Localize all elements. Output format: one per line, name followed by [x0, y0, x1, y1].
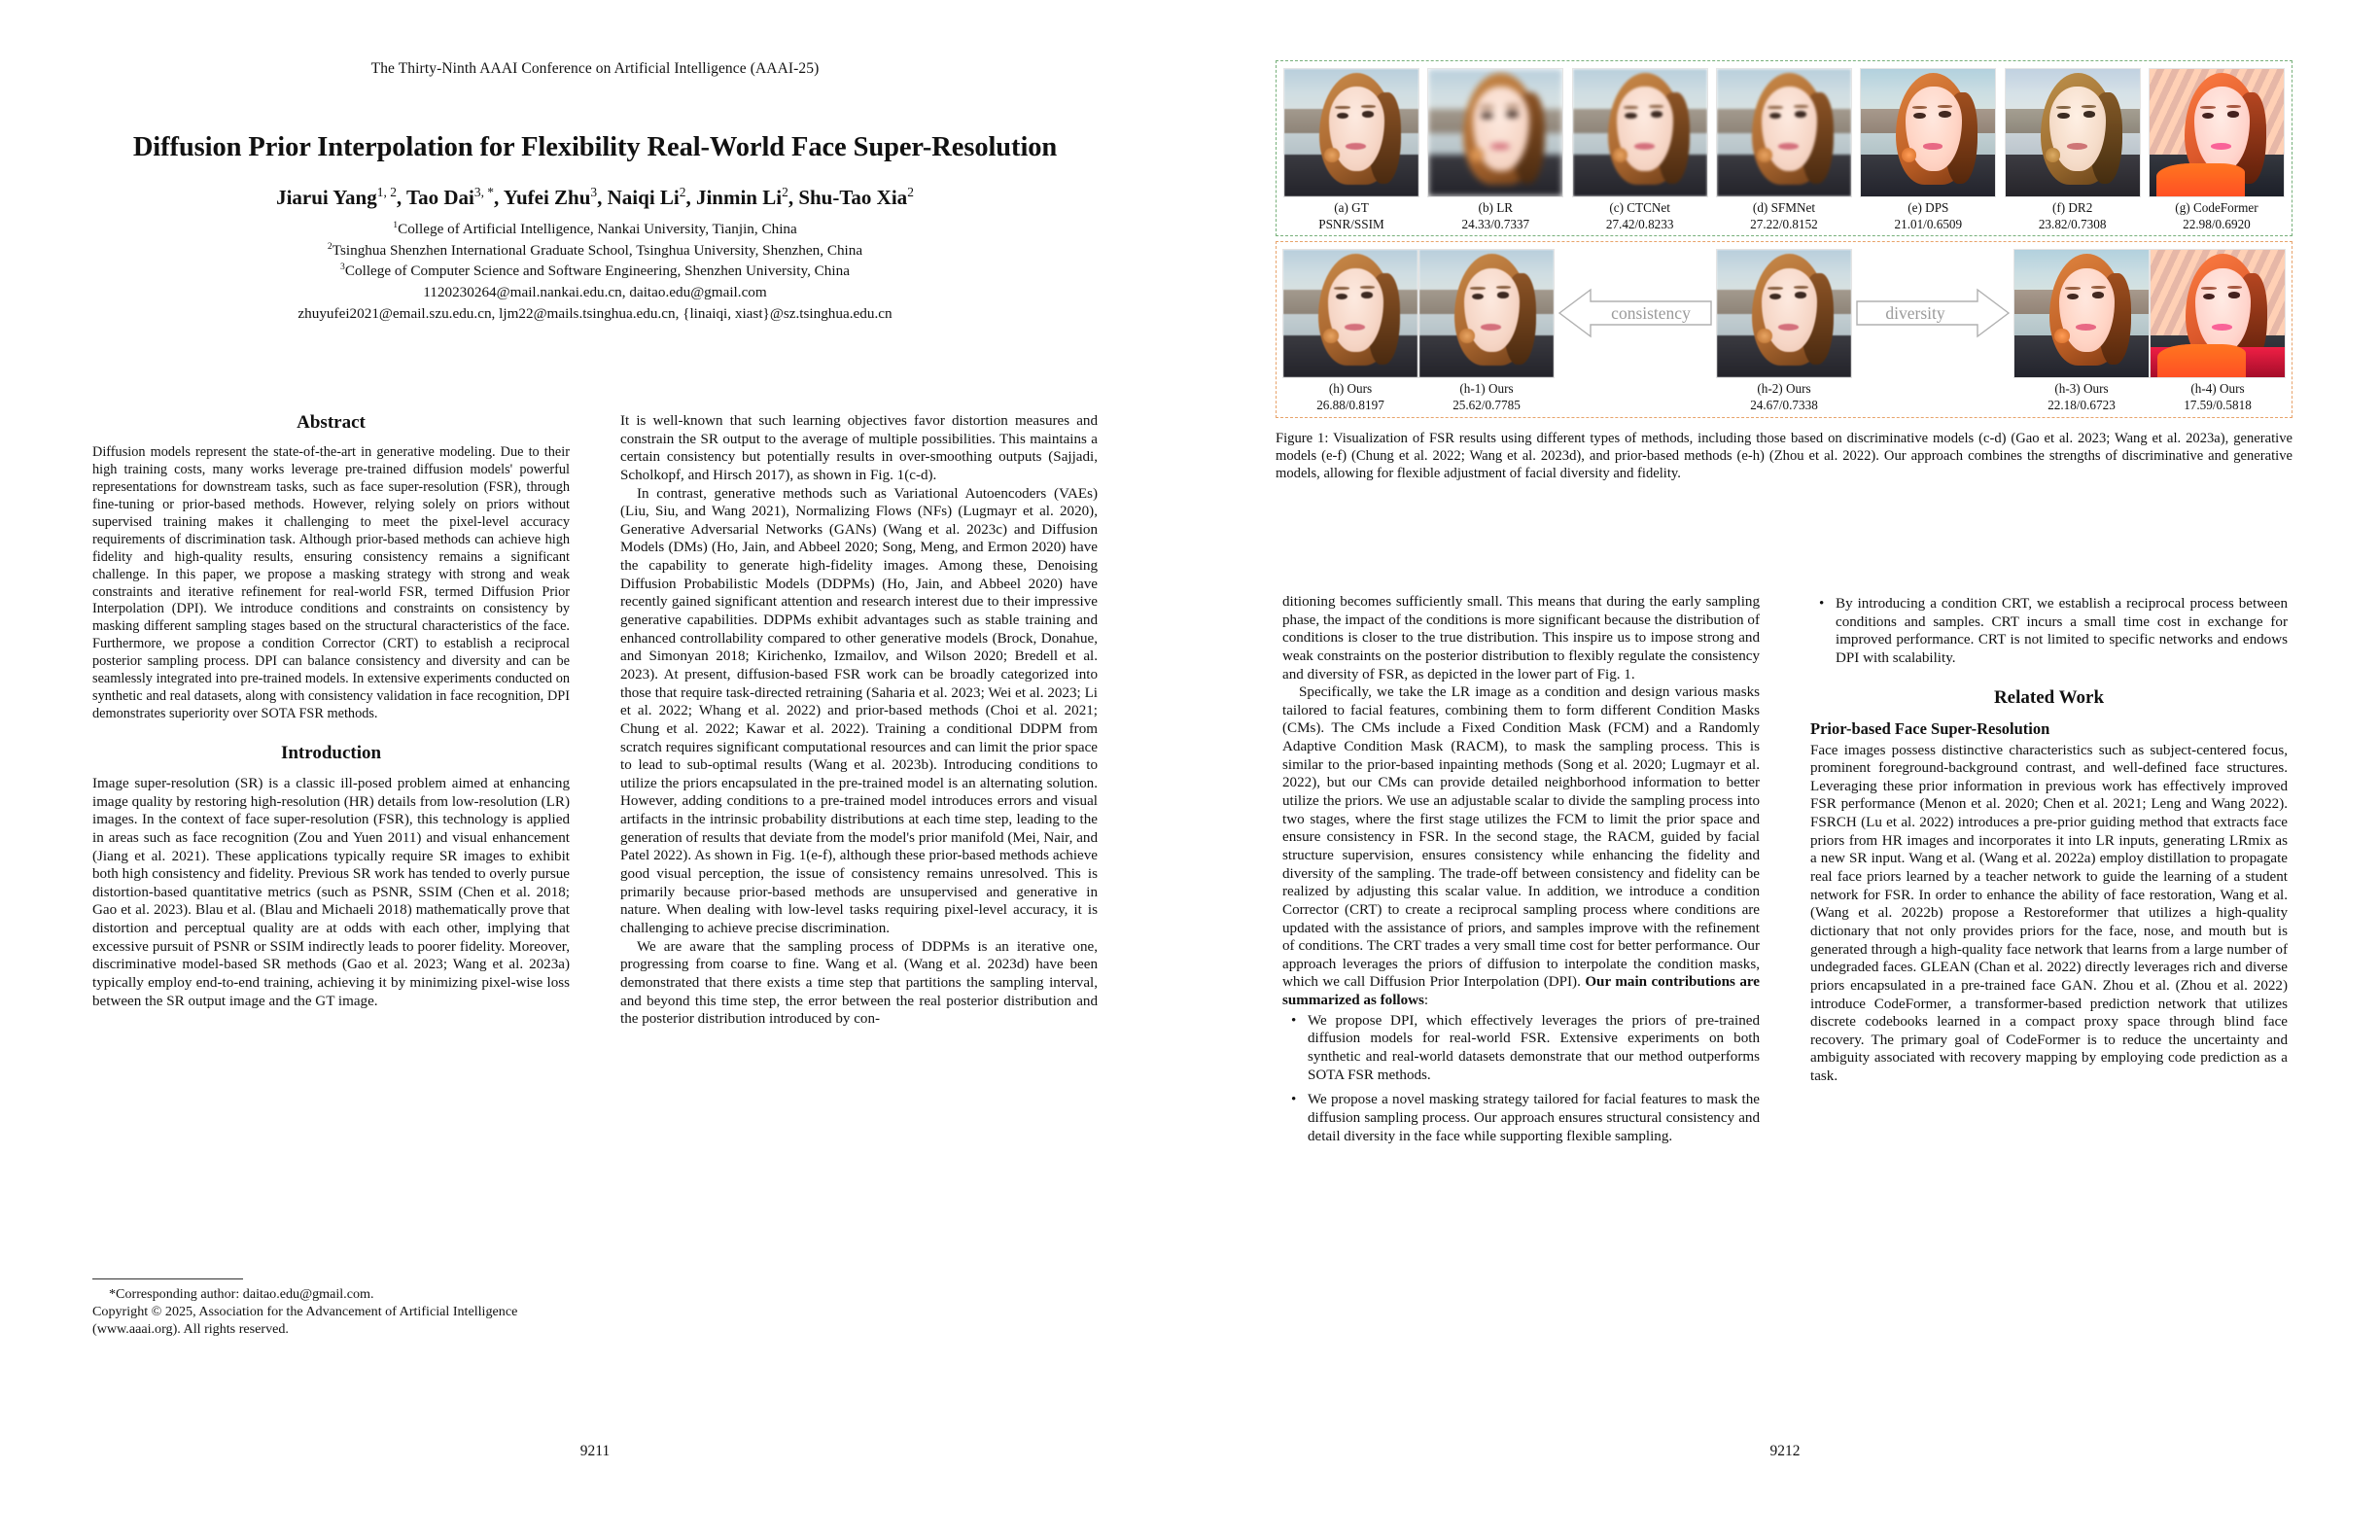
- col2-paragraph-2: In contrast, generative methods such as Variational Autoencoders (VAEs) (Liu, Siu, and Wang 2021), Normalizing Flows (NFs) (Lugmayr et al. 2020), Generative Adversarial Networks (GANs) (Wang et al. 2023c) and Diffusion Models (DMs) (Ho, Jain, and Abbeel 2020; Song, Meng, and Ermon 2020) have the capability to generate high-fidelity images. Among these, Denoising Diffusion Probabilistic Models (DDPMs) (Ho, Jain, and Abbeel 2020) have recently gained significant attention and research interest due to their impressive generative capabilities. DDPMs exhibit advantages such as stable training and enhanced controllability compared to other generative models (Brock, Donahue, and Simonyan 2018; Kirichenko, Izmailov, and Wilson 2020; Bredell et al. 2023). At present, diffusion-based FSR work can be broadly categorized into those that require task-directed retraining (Saharia et al. 2023; Wei et al. 2023; Li et al. 2022; Whang et al. 2022) and prior-based methods (Choi et al. 2021; Chung et al. 2022; Kawar et al. 2022). Training a conditional DDPM from scratch requires significant computational resources and can limit the prior space to lead to sub-optimal results (Wang et al. 2023b). Introducing conditions to utilize the priors encapsulated in the pre-trained model is an alternating solution. However, adding conditions to a pre-trained model introduces errors and visual artifacts in the intrinsic probability distributions at each time step, leading to the generation of results that deviate from the model's prior manifold (Mei, Nair, and Patel 2022). As shown in Fig. 1(e-f), although these prior-based methods achieve good visual perception, the issue of consistency remains unresolved. This is primarily because prior-based methods are unsupervised and generative in nature. When dealing with low-level tasks requiring pixel-level accuracy, it is challenging to achieve precise discrimination.: [620, 485, 1098, 936]
- page-right: [1190, 0, 2380, 1540]
- list-item: • We propose DPI, which effectively leverages the priors of pre-trained diffusion models for real-world FSR. Extensive experiments on both synthetic and real-world datasets demonstrate that our method outperforms SOTA FSR methods.: [1308, 1012, 1760, 1085]
- thumbnail-codeformer: [2149, 68, 2285, 197]
- introduction-heading: Introduction: [280, 743, 382, 763]
- footnote-copyright: Copyright © 2025, Association for the Advancement of Artificial Intelligence (www.aaai.org). All rights reserved.: [92, 1303, 518, 1337]
- thumbnail-lr: [1427, 68, 1563, 197]
- email-line-1: 1120230264@mail.nankai.edu.cn, daitao.edu@gmail.com: [423, 283, 767, 300]
- figure-panel-bottom: [1276, 241, 2292, 417]
- col2-paragraph-1: It is well-known that such learning objectives favor distortion measures and constrain the SR output to the average of multiple possibilities. This maintains a certain consistency but potentially results in over-smoothing outputs (Sajjadi, Scholkopf, and Hirsch 2017), as shown in Fig. 1(c-d).: [620, 413, 1098, 483]
- right-page-columns: [1282, 593, 2288, 1152]
- figure-cell-dr2: [2004, 68, 2142, 232]
- figure-cell-codeformer: [2148, 68, 2286, 232]
- related-work-text: Face images possess distinctive characteristics such as subject-centered focus, prominent foreground-background contrast, and well-defined face structures. Leveraging these prior information in previous work has effectively improved FSR performance (Menon et al. 2020; Chen et al. 2021; Leng and Wang 2022). FSRCH (Lu et al. 2022) introduces a pre-prior guiding method that extracts face priors from HR images and incorporates it into LR inputs, generating LRmix as a new SR input. Wang et al. (Wang et al. 2022a) employ distillation to propagate real face priors learned by a teacher network to guide the learning of a student network for FSR. In order to enhance the ability of face restoration, Wang et al. (Wang et al. 2022b) propose a Restoreformer that utilizes a high-quality dictionary that not only provides priors for the face, nose, and mouth but is generated through a high-quality face network that learns from a large number of undegraded faces. GLEAN (Chan et al. 2022) directly leverages rich and diverse priors encapsulated in a pre-trained face GAN. Zhou et al. (Zhou et al. 2022) introduce CodeFormer, a transformer-based prediction network that utilizes discrete codebooks learned in a compact proxy space through blind face recovery. The primary goal of CodeFormer is to reduce the uncertainty and ambiguity associated with recovery mapping by employing code prediction as a task.: [1810, 742, 2288, 1085]
- figure-1-caption: Figure 1: Visualization of FSR results using different types of methods, including those based on discriminative models (c-d) (Gao et al. 2023; Wang et al. 2023a), generative models (e-f) (Chung et al. 2022; Wang et al. 2023d), and prior-based methods (e-h) (Zhou et al. 2022). Our approach combines the strengths of discriminative and generative models, allowing for flexible adjustment of facial diversity and fidelity.: [1276, 430, 2292, 481]
- figure-caption-sfmnet: (d) SFMNet 27.22/0.8152: [1750, 200, 1818, 231]
- prior-based-fsr-heading: Prior-based Face Super-Resolution: [1810, 718, 2050, 738]
- thumbnail-ours: [1282, 249, 1418, 378]
- arrow-consistency: [1555, 249, 1716, 376]
- figure-top-row: [1282, 68, 2286, 232]
- footnote-block: [92, 1278, 570, 1339]
- figure-caption-ours-4: (h-4) Ours 17.59/0.5818: [2184, 381, 2252, 412]
- col2-paragraph-3: We are aware that the sampling process of DDPMs is an iterative one, progressing from coarse to fine. Wang et al. (Wang et al. 2023d) have been demonstrated that there exists a time step that partitions the sampling interval, and beyond this time step, the error between the real posterior distribution and the posterior distribution introduced by con-: [620, 938, 1098, 1028]
- figure-cell-ours-1: [1418, 249, 1555, 413]
- figure-cell-dps: [1859, 68, 1997, 232]
- affiliation-list: $^1$College of Artificial Intelligence, Nankai University, Tianjin, China $^2$Tsinghua Shenzhen International Graduate School, Tsinghua University, Shenzhen, China $^3$College of Computer Science and Software Engineering, Shenzhen University, China: [327, 220, 863, 280]
- thumbnail-ours-4: [2150, 249, 2286, 378]
- left-page-columns: [92, 412, 1098, 1029]
- figure-panel-top: [1276, 60, 2292, 236]
- figure-caption-ours-1: (h-1) Ours 25.62/0.7785: [1452, 381, 1521, 412]
- figure-cell-ctcnet: [1571, 68, 1709, 232]
- figure-caption-ours: (h) Ours 26.88/0.8197: [1316, 381, 1384, 412]
- list-item: • We propose a novel masking strategy tailored for facial features to mask the diffusion sampling process. Our approach ensures structural consistency and detail diversity in the face while supporting flexible sampling.: [1308, 1091, 1760, 1145]
- thumbnail-ours-2: [1716, 249, 1852, 378]
- figure-caption-lr: (b) LR 24.33/0.7337: [1461, 200, 1530, 231]
- column-1: [92, 412, 570, 1029]
- figure-cell-gt: [1282, 68, 1420, 232]
- abstract-text: Diffusion models represent the state-of-the-art in generative modeling. Due to their high training costs, many works leverage pre-trained diffusion models' powerful representations for downstream tasks, such as face super-resolution (FSR), through fine-tuning or prior-based methods. However, relying solely on priors without supervised training makes it challenging to meet the pixel-level accuracy requirements of discrimination task. Although prior-based methods can achieve high fidelity and high-quality results, ensuring consistency remains a significant challenge. In this paper, we propose a masking strategy with strong and weak constraints and iterative refinement for real-world FSR, termed Diffusion Prior Interpolation (DPI). We introduce conditions and constraints on consistency by masking different sampling stages based on the structural characteristics of the face. Furthermore, we propose a condition Corrector (CRT) to establish a reciprocal posterior sampling process. DPI can balance consistency and diversity and can be seamlessly integrated into pre-trained models. In extensive experiments conducted on synthetic and real datasets, along with consistency validation in face recognition, DPI demonstrates superiority over SOTA FSR methods.: [92, 444, 570, 722]
- figure-bottom-row: [1282, 249, 2286, 413]
- figure-caption-dr2: (f) DR2 23.82/0.7308: [2038, 200, 2107, 231]
- thumbnail-sfmnet: [1716, 68, 1852, 197]
- figure-caption-codeformer: (g) CodeFormer 22.98/0.6920: [2175, 200, 2258, 231]
- figure-caption-gt: (a) GT PSNR/SSIM: [1318, 200, 1384, 231]
- page-title: Diffusion Prior Interpolation for Flexibility Real-World Face Super-Resolution: [132, 132, 1058, 162]
- abstract-heading: Abstract: [297, 412, 366, 433]
- author-list: Jiarui Yang$^{1, 2}$, Tao Dai$^{3, *}$, Yufei Zhu$^3$, Naiqi Li$^2$, Jinmin Li$^2$, Shu-Tao Xia$^2$: [276, 185, 914, 209]
- arrow-diversity: [1852, 249, 2013, 376]
- thumbnail-ours-1: [1418, 249, 1555, 378]
- page-number-left: 9211: [579, 1443, 611, 1459]
- contributions-list: [1282, 1012, 1760, 1145]
- venue-header: The Thirty-Ninth AAAI Conference on Artificial Intelligence (AAAI-25): [370, 60, 820, 77]
- thumbnail-dr2: [2005, 68, 2141, 197]
- footnote-star-line: *Corresponding author: daitao.edu@gmail.com.: [109, 1286, 374, 1302]
- related-work-heading: Related Work: [1993, 686, 2105, 708]
- thumbnail-dps: [1860, 68, 1996, 197]
- arrow-diversity-label: diversity: [1885, 302, 1945, 323]
- figure-cell-sfmnet: [1715, 68, 1853, 232]
- right-col1-paragraph-2: Specifically, we take the LR image as a condition and design various masks tailored to facial features, combining them to form different Condition Masks (CMs). The CMs include a Fixed Condition Mask (FCM) and a Randomly Adaptive Condition Mask (RACM), to mask the sampling process. This is similar to the prior-based inpainting methods (Song et al. 2020; Lugmayr et al. 2022), but our CMs can provide detailed neighborhood information to better utilize the priors. We use an adjustable scalar to divide the sampling process into two stages, where the first stage utilizes the FCM to limit the prior space and ensure consistency in FSR. In the second stage, the RACM, guided by facial structure supervision, ensures consistency while enhancing the fidelity and diversity of the sampling. The trade-off between consistency and fidelity can be realized by adjusting this scalar value. In addition, we introduce a condition Corrector (CRT) to create a reciprocal sampling process where conditions are updated with the assistance of priors, and samples improve with the refinement of conditions. The CRT trades a very small time cost for better performance. Our approach leverages the priors of diffusion to interpolate the condition masks, which we call Diffusion Prior Interpolation (DPI). Our main contributions are summarized as follows:: [1282, 684, 1760, 1009]
- figure-caption-ctcnet: (c) CTCNet 27.42/0.8233: [1605, 200, 1674, 231]
- list-item: • By introducing a condition CRT, we establish a reciprocal process between conditions and samples. CRT incurs a small time cost in exchange for improved performance. CRT is not limited to specific networks and endows DPI with scalability.: [1836, 595, 2288, 668]
- footnote-corresponding-author: [92, 1286, 570, 1304]
- arrow-consistency-label: consistency: [1611, 302, 1691, 323]
- contributions-list-continued: [1810, 595, 2288, 668]
- figure-caption-ours-3: (h-3) Ours 22.18/0.6723: [2048, 381, 2116, 412]
- contributions-lead: Our main contributions are summarized as follows: [1282, 974, 1760, 1009]
- intro-paragraph-1: Image super-resolution (SR) is a classic ill-posed problem aimed at enhancing image quality by restoring high-resolution (HR) details from low-resolution (LR) images. In the context of face super-resolution (FSR), this technology is applied in areas such as face recognition (Zou and Yuen 2011) and visual enhancement (Jiang et al. 2021). These applications typically require SR images to exhibit both high consistency and fidelity. Previous SR work has tended to overly pursue distortion-based quantitative metrics (such as PSNR, SSIM (Chen et al. 2018; Gao et al. 2023). Blau et al. (Blau and Michaeli 2018) mathematically prove that distortion and perceptual quality are at odds with each other, implying that excessive pursuit of PSNR or SSIM indirectly leads to poorer fidelity. Moreover, discriminative model-based SR methods (Gao et al. 2023; Wang et al. 2023a) typically employ end-to-end training, achieving it by minimizing pixel-wise loss between the SR output image and the GT image.: [92, 776, 570, 1009]
- figure-cell-ours-3: [2013, 249, 2150, 413]
- column-2: [620, 412, 1098, 1029]
- figure-cell-ours: [1282, 249, 1418, 413]
- column-3: [1282, 593, 1760, 1152]
- page-number-right: 9212: [1769, 1443, 1801, 1459]
- thumbnail-ctcnet: [1572, 68, 1708, 197]
- thumbnail-gt: [1283, 68, 1419, 197]
- figure-caption-dps: (e) DPS 21.01/0.6509: [1894, 200, 1963, 231]
- figure-caption-ours-2: (h-2) Ours 24.67/0.7338: [1750, 381, 1818, 412]
- right-col1-paragraph-1: ditioning becomes sufficiently small. This means that during the early sampling phase, the impact of the conditions is more significant because the distribution of conditions is closer to the true distribution. This inspire us to impose strong and weak constraints on the posterior distribution to flexibly regulate the consistency and diversity of FSR, as depicted in the lower part of Fig. 1.: [1282, 594, 1760, 682]
- thumbnail-ours-3: [2013, 249, 2150, 378]
- figure-1: [1276, 60, 2292, 482]
- figure-cell-lr: [1426, 68, 1564, 232]
- figure-cell-ours-2: [1716, 249, 1852, 413]
- figure-cell-ours-4: [2150, 249, 2286, 413]
- footnote-divider: [92, 1278, 243, 1279]
- column-4: [1810, 593, 2288, 1152]
- email-line-2: zhuyufei2021@email.szu.edu.cn, ljm22@mails.tsinghua.edu.cn, {linaiqi, xiast}@sz.tsinghua.edu.cn: [298, 304, 892, 322]
